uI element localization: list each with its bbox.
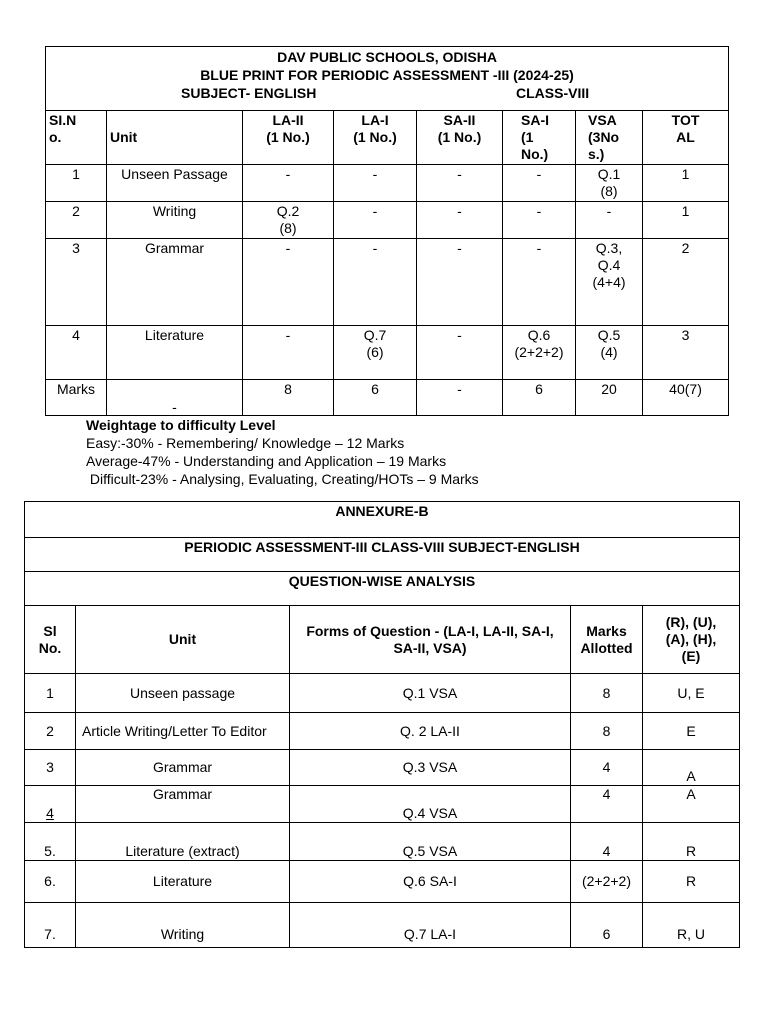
header-text: No.) xyxy=(521,146,549,162)
ax-row-slno: 1 xyxy=(25,674,76,713)
ax-row-marks: 4 xyxy=(571,823,643,861)
cell-text: Q.5 xyxy=(597,327,621,343)
row-total: 1 xyxy=(643,165,729,202)
blueprint-row xyxy=(46,239,729,326)
header-text: LA-II xyxy=(272,112,304,128)
row-total: 1 xyxy=(643,202,729,239)
ax-row-slno xyxy=(25,786,76,823)
subject-class-line xyxy=(49,84,725,102)
row-unit: Grammar xyxy=(107,239,243,326)
ax-row-unit: Grammar xyxy=(76,750,290,786)
annexure-subtitle: PERIODIC ASSESSMENT-III CLASS-VIII SUBJECT-ENGLISH xyxy=(25,538,740,572)
row-la2: - xyxy=(243,165,334,202)
row-la2 xyxy=(243,202,334,239)
annexure-analysis-title: QUESTION-WISE ANALYSIS xyxy=(25,572,740,606)
row-sa1: - xyxy=(503,165,576,202)
ax-header-slno xyxy=(25,606,76,674)
annexure-table xyxy=(24,501,740,948)
ax-row-level: R xyxy=(643,823,740,861)
ax-row-unit: Literature (extract) xyxy=(76,823,290,861)
col-header-total xyxy=(643,111,729,165)
marks-vsa: 20 xyxy=(576,380,643,416)
row-slno: 4 xyxy=(46,326,107,380)
ax-row-unit: Literature xyxy=(76,861,290,903)
cell-text: Q.6 xyxy=(527,327,551,343)
annexure-row xyxy=(25,674,740,713)
row-unit: Writing xyxy=(107,202,243,239)
header-text: No. xyxy=(38,639,62,656)
slno-text: 4 xyxy=(46,805,54,821)
ax-row-form: Q.5 VSA xyxy=(290,823,571,861)
row-unit: Literature xyxy=(107,326,243,380)
row-vsa: - xyxy=(576,202,643,239)
row-sa2: - xyxy=(417,165,503,202)
ax-row-level: A xyxy=(643,750,740,786)
ax-row-slno: 3 xyxy=(25,750,76,786)
annexure-column-headers xyxy=(25,606,740,674)
cell-text: Q.2 xyxy=(276,203,300,219)
ax-row-level: R xyxy=(643,861,740,903)
marks-la1: 6 xyxy=(334,380,417,416)
ax-row-form: Q.6 SA-I xyxy=(290,861,571,903)
ax-row-slno: 5. xyxy=(25,823,76,861)
cell-text: (8) xyxy=(600,183,618,199)
row-total: 3 xyxy=(643,326,729,380)
row-slno: 2 xyxy=(46,202,107,239)
col-header-sa2 xyxy=(417,111,503,165)
ax-row-unit: Unseen passage xyxy=(76,674,290,713)
blueprint-table xyxy=(45,46,729,416)
header-text: SI.N xyxy=(49,112,77,128)
cell-text: Q.4 xyxy=(597,257,621,273)
header-text: SA-II xyxy=(443,112,476,128)
col-header-la1 xyxy=(334,111,417,165)
row-sa1: - xyxy=(503,202,576,239)
blueprint-marks-row xyxy=(46,380,729,416)
ax-row-marks: 8 xyxy=(571,674,643,713)
ax-header-unit: Unit xyxy=(76,606,290,674)
row-la1: - xyxy=(334,239,417,326)
ax-row-form: Q. 2 LA-II xyxy=(290,713,571,750)
annexure-row xyxy=(25,713,740,750)
ax-row-form: Q.1 VSA xyxy=(290,674,571,713)
row-sa2: - xyxy=(417,202,503,239)
subject-label: SUBJECT- ENGLISH xyxy=(181,85,317,101)
weightage-heading: Weightage to difficulty Level xyxy=(86,417,276,433)
ax-row-level: A xyxy=(643,786,740,823)
header-text: (1 No.) xyxy=(353,129,397,145)
row-slno: 1 xyxy=(46,165,107,202)
ax-row-marks: 4 xyxy=(571,750,643,786)
col-header-unit: Unit xyxy=(107,111,243,165)
row-sa2: - xyxy=(417,326,503,380)
header-text: TOT xyxy=(671,112,700,128)
col-header-slno xyxy=(46,111,107,165)
cell-text: Q.3, xyxy=(595,240,623,256)
ax-row-form: Q.7 LA-I xyxy=(290,903,571,948)
class-label: CLASS-VIII xyxy=(516,85,590,101)
ax-header-forms: Forms of Question - (LA-I, LA-II, SA-I, SA-II, VSA) xyxy=(290,606,571,674)
header-text: (A), (H), xyxy=(665,631,717,647)
annexure-row xyxy=(25,861,740,903)
ax-row-marks: 4 xyxy=(571,786,643,823)
ax-row-unit: Writing xyxy=(76,903,290,948)
row-la1: - xyxy=(334,165,417,202)
header-text: VSA xyxy=(588,112,617,128)
annexure-row xyxy=(25,750,740,786)
marks-la2: 8 xyxy=(243,380,334,416)
header-text: (1 No.) xyxy=(437,129,482,145)
blueprint-row xyxy=(46,165,729,202)
header-text: LA-I xyxy=(361,112,389,128)
cell-text: Q.7 xyxy=(363,327,387,343)
row-slno: 3 xyxy=(46,239,107,326)
header-text: (E) xyxy=(681,648,701,664)
header-text: o. xyxy=(49,129,62,145)
annexure-row xyxy=(25,823,740,861)
ax-row-level: U, E xyxy=(643,674,740,713)
header-text: Sl xyxy=(43,622,57,639)
marks-total: 40(7) xyxy=(643,380,729,416)
ax-row-level: R, U xyxy=(643,903,740,948)
ax-row-marks: 8 xyxy=(571,713,643,750)
cell-text: Q.1 xyxy=(597,166,621,182)
marks-unit: - xyxy=(107,380,243,416)
weightage-difficult: Difficult-23% - Analysing, Evaluating, Creating/HOTs – 9 Marks xyxy=(86,471,479,487)
blueprint-row xyxy=(46,326,729,380)
marks-label: Marks xyxy=(46,380,107,416)
ax-row-unit: Grammar xyxy=(76,786,290,823)
annexure-row xyxy=(25,786,740,823)
header-text: (1 No.) xyxy=(266,129,310,145)
row-la2: - xyxy=(243,326,334,380)
blueprint-column-headers xyxy=(46,111,729,165)
ax-row-form: Q.3 VSA xyxy=(290,750,571,786)
ax-row-slno: 6. xyxy=(25,861,76,903)
weightage-average: Average-47% - Understanding and Application – 19 Marks xyxy=(86,453,447,469)
header-text: Marks xyxy=(586,622,627,639)
col-header-vsa xyxy=(576,111,643,165)
weightage-easy: Easy:-30% - Remembering/ Knowledge – 12 Marks xyxy=(86,435,405,451)
row-sa2: - xyxy=(417,239,503,326)
marks-sa1: 6 xyxy=(503,380,576,416)
row-total: 2 xyxy=(643,239,729,326)
row-la1: - xyxy=(334,202,417,239)
header-text: s.) xyxy=(588,146,605,162)
col-header-sa1 xyxy=(503,111,576,165)
col-header-la2 xyxy=(243,111,334,165)
cell-text: (2+2+2) xyxy=(514,344,564,360)
row-sa1: - xyxy=(503,239,576,326)
row-sa1 xyxy=(503,326,576,380)
row-la1 xyxy=(334,326,417,380)
ax-row-marks: (2+2+2) xyxy=(571,861,643,903)
header-text: (1 xyxy=(521,129,534,145)
annexure-row xyxy=(25,903,740,948)
header-text: Allotted xyxy=(580,639,633,656)
blueprint-header xyxy=(46,47,729,111)
header-text: (3No xyxy=(588,129,620,145)
row-la2: - xyxy=(243,239,334,326)
weightage-section xyxy=(86,416,479,488)
row-vsa xyxy=(576,165,643,202)
ax-header-level xyxy=(643,606,740,674)
ax-row-unit: Article Writing/Letter To Editor xyxy=(76,713,290,750)
row-vsa xyxy=(576,326,643,380)
cell-text: (4+4) xyxy=(592,274,626,290)
cell-text: (6) xyxy=(366,344,384,360)
ax-row-form: Q.4 VSA xyxy=(290,786,571,823)
row-vsa xyxy=(576,239,643,326)
blueprint-title: DAV PUBLIC SCHOOLS, ODISHA xyxy=(277,49,497,65)
row-unit: Unseen Passage xyxy=(107,165,243,202)
blueprint-row xyxy=(46,202,729,239)
header-text: SA-I xyxy=(521,112,549,128)
ax-row-marks: 6 xyxy=(571,903,643,948)
header-text: (R), (U), xyxy=(665,614,717,630)
cell-text: (8) xyxy=(279,220,297,236)
ax-row-slno: 2 xyxy=(25,713,76,750)
ax-row-slno: 7. xyxy=(25,903,76,948)
blueprint-subtitle: BLUE PRINT FOR PERIODIC ASSESSMENT -III (2024-25) xyxy=(200,67,574,83)
annexure-title: ANNEXURE-B xyxy=(25,502,740,538)
cell-text: (4) xyxy=(600,344,618,360)
ax-row-level: E xyxy=(643,713,740,750)
marks-sa2: - xyxy=(417,380,503,416)
header-text: AL xyxy=(676,129,695,145)
ax-header-marks xyxy=(571,606,643,674)
